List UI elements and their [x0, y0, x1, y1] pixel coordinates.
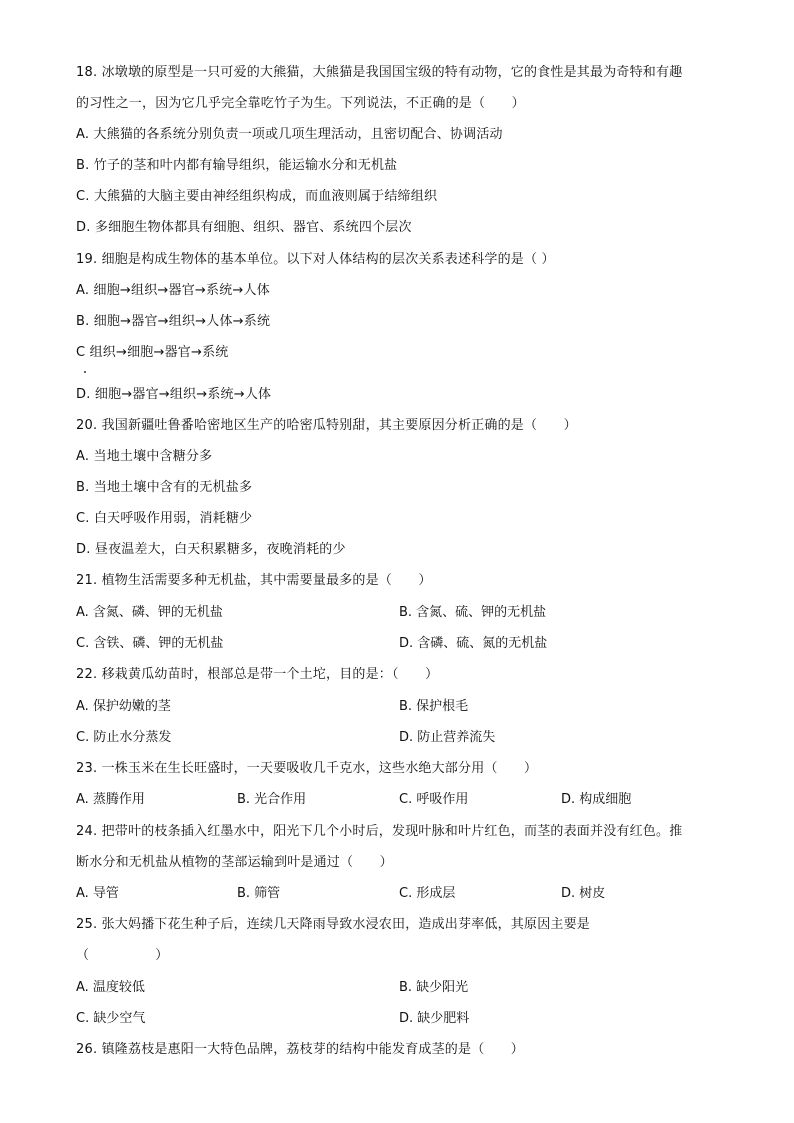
q23-option-b: B. 光合作用: [237, 792, 307, 807]
q19-option-b: B. 细胞→器官→组织→人体→系统: [76, 314, 271, 329]
q24-option-d: D. 树皮: [561, 886, 606, 901]
q21-option-d: D. 含磷、硫、氮的无机盐: [399, 636, 548, 651]
q22-option-d: D. 防止营养流失: [399, 730, 496, 745]
q18-option-a: A. 大熊猫的各系统分别负责一项或几项生理活动，且密切配合、协调活动: [76, 127, 503, 142]
q21-stem: 21. 植物生活需要多种无机盐，其中需要量最多的是（ ）: [76, 573, 432, 588]
q21-option-c: C. 含铁、磷、钾的无机盐: [76, 636, 224, 651]
q18-option-b: B. 竹子的茎和叶内都有输导组织，能运输水分和无机盐: [76, 158, 398, 173]
q18-option-d: D. 多细胞生物体都具有细胞、组织、器官、系统四个层次: [76, 220, 412, 235]
q22-stem: 22. 移栽黄瓜幼苗时，根部总是带一个土坨，目的是：（ ）: [76, 667, 439, 682]
q19-option-a: A. 细胞→组织→器官→系统→人体: [76, 283, 270, 298]
q25-option-c: C. 缺少空气: [76, 1011, 146, 1026]
q23-option-d: D. 构成细胞: [561, 792, 632, 807]
q19-option-d: D. 细胞→器官→组织→系统→人体: [76, 387, 272, 402]
q22-option-b: B. 保护根毛: [399, 699, 469, 714]
q23-option-a: A. 蒸腾作用: [76, 792, 145, 807]
q21-option-b: B. 含氮、硫、钾的无机盐: [399, 605, 547, 620]
q24-option-b: B. 筛管: [237, 886, 281, 901]
q20-stem: 20. 我国新疆吐鲁番哈密地区生产的哈密瓜特别甜，其主要原因分析正确的是（ ）: [76, 418, 577, 433]
q22-option-a: A. 保护幼嫩的茎: [76, 699, 171, 714]
q25-stem-line2: （ ）: [76, 948, 169, 963]
q20-option-d: D. 昼夜温差大，白天积累糖多，夜晚消耗的少: [76, 542, 346, 557]
q21-option-a: A. 含氮、磷、钾的无机盐: [76, 605, 223, 620]
q25-option-d: D. 缺少肥料: [399, 1011, 470, 1026]
q24-option-c: C. 形成层: [399, 886, 456, 901]
q25-option-a: A. 温度较低: [76, 980, 145, 995]
q19-option-c: C 组织→细胞→器官→系统: [76, 345, 229, 360]
q18-stem-line1: 18. 冰墩墩的原型是一只可爱的大熊猫，大熊猫是我国国宝级的特有动物，它的食性是其最为奇特和有趣: [76, 65, 683, 80]
q26-stem: 26. 镇隆荔枝是惠阳一大特色品牌，荔枝芽的结构中能发育成茎的是（ ）: [76, 1042, 525, 1057]
q24-stem-line1: 24. 把带叶的枝条插入红墨水中，阳光下几个小时后，发现叶脉和叶片红色，而茎的表面并没有红色。推: [76, 824, 683, 839]
q24-stem-line2: 断水分和无机盐从植物的茎部运输到叶是通过（ ）: [76, 855, 393, 870]
q23-option-c: C. 呼吸作用: [399, 792, 469, 807]
q19-stem: 19. 细胞是构成生物体的基本单位。以下对人体结构的层次关系表述科学的是（ ）: [76, 252, 555, 267]
q20-option-c: C. 白天呼吸作用弱，消耗糖少: [76, 511, 253, 526]
q24-option-a: A. 导管: [76, 886, 119, 901]
q20-option-a: A. 当地土壤中含糖分多: [76, 449, 213, 464]
q18-stem-line2: 的习性之一，因为它几乎完全靠吃竹子为生。下列说法，不正确的是（ ）: [76, 96, 525, 111]
q18-option-c: C. 大熊猫的大脑主要由神经组织构成，而血液则属于结缔组织: [76, 189, 438, 204]
q23-stem: 23. 一株玉米在生长旺盛时，一天要吸收几千克水，这些水绝大部分用（ ）: [76, 761, 538, 776]
q25-option-b: B. 缺少阳光: [399, 980, 469, 995]
stray-dot: [84, 371, 86, 373]
q20-option-b: B. 当地土壤中含有的无机盐多: [76, 480, 253, 495]
q25-stem-line1: 25. 张大妈播下花生种子后，连续几天降雨导致水浸农田，造成出芽率低，其原因主要是: [76, 917, 591, 932]
q22-option-c: C. 防止水分蒸发: [76, 730, 172, 745]
